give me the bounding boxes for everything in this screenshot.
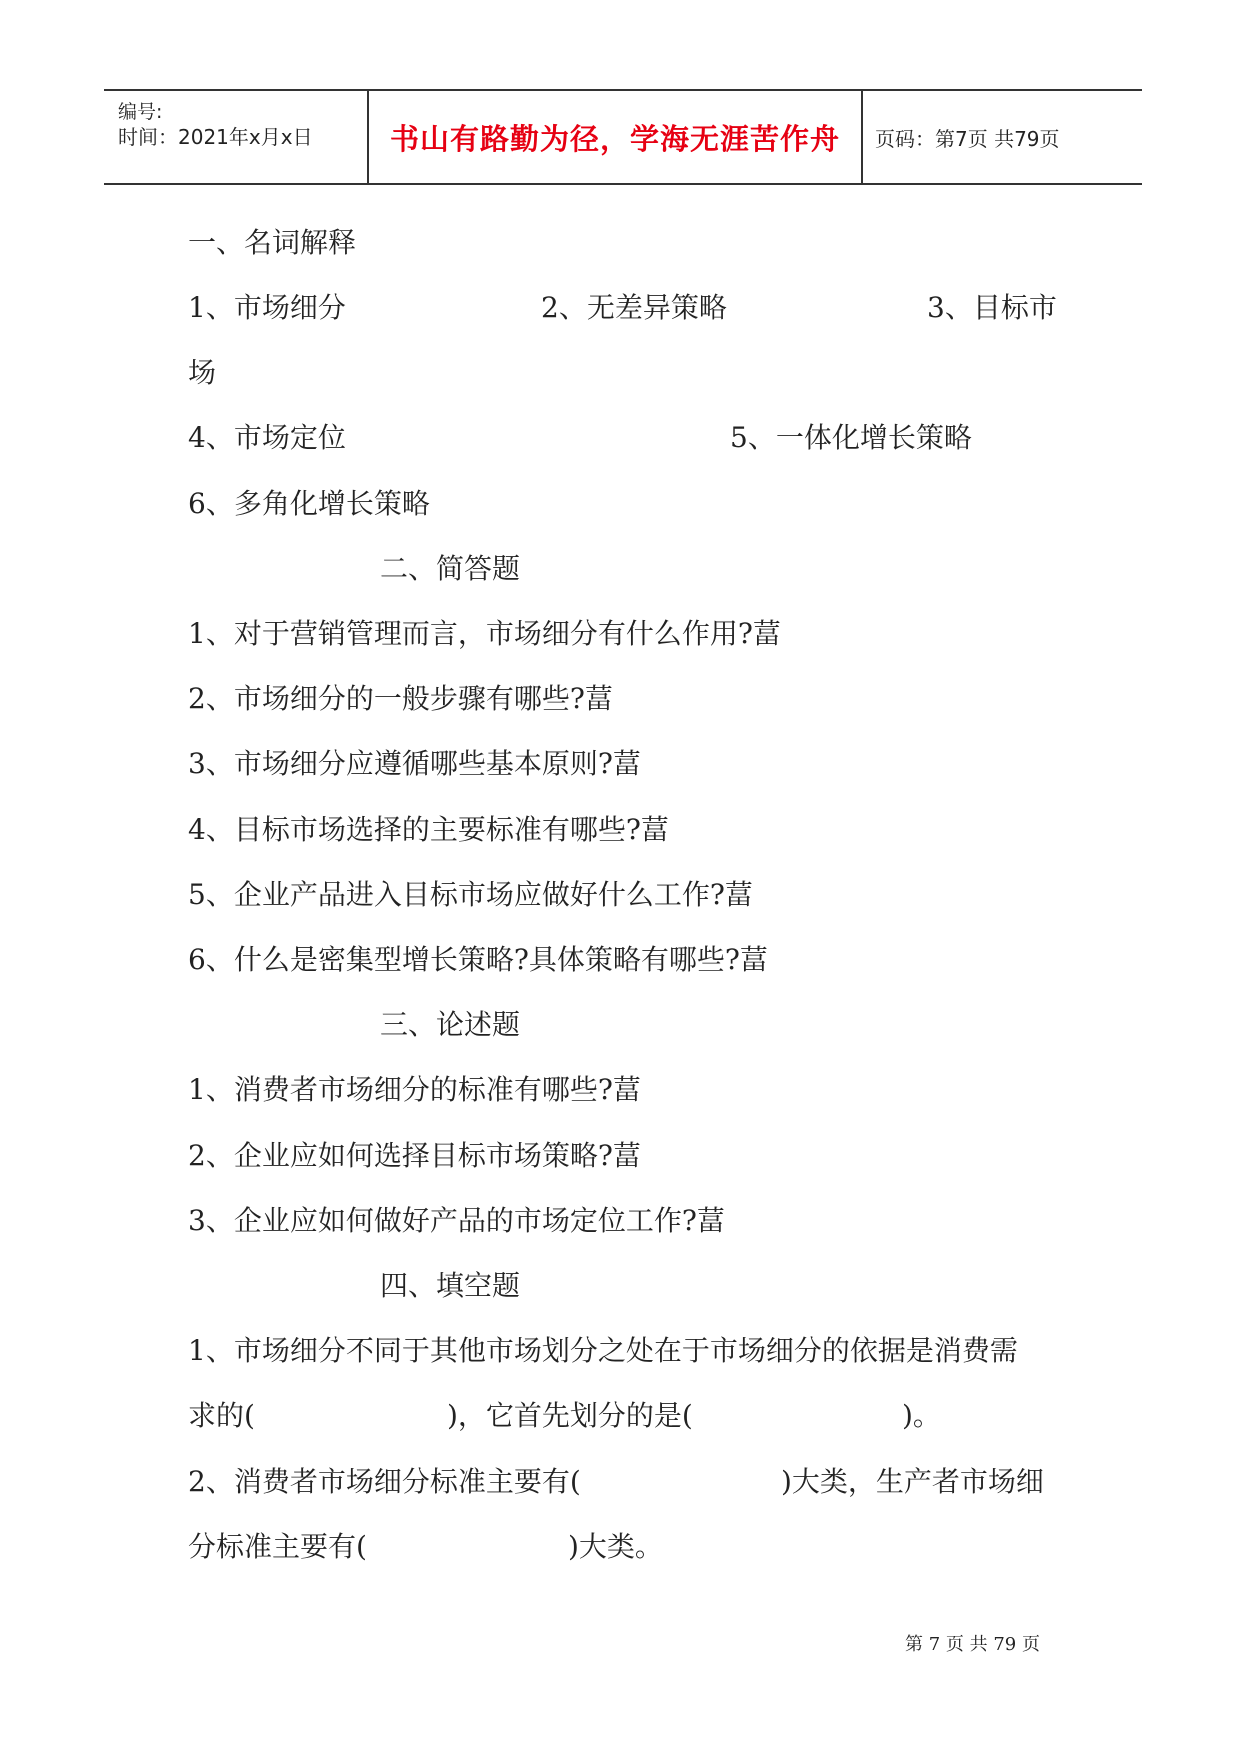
question-item: 3、市场细分应遵循哪些基本原则?葍 [188,747,641,780]
question-item: 4、目标市场选择的主要标准有哪些?葍 [188,813,669,846]
question-item: 2、企业应如何选择目标市场策略?葍 [188,1139,641,1172]
term-item-continuation: 场 [188,356,217,389]
header-meta [104,91,369,183]
section-title: 二、简答题 [380,552,521,585]
term-item: 1、市场细分 [188,291,346,324]
question-item: 6、什么是密集型增长策略?具体策略有哪些?葍 [188,943,768,976]
fill-blank-text: )大类，生产者市场细 [781,1465,1044,1498]
question-item: 5、企业产品进入目标市场应做好什么工作?葍 [188,878,753,911]
fill-blank-text: 分标准主要有( [188,1530,367,1563]
term-item: 5、一体化增长策略 [730,421,972,454]
section-title: 四、填空题 [380,1269,521,1302]
question-item: 2、市场细分的一般步骤有哪些?葍 [188,682,613,715]
motto-text: 书山有路勤为径，学海无涯苦作舟 [389,121,840,156]
section-title: 三、论述题 [380,1008,521,1041]
fill-blank-text: )，它首先划分的是( [447,1399,693,1432]
question-item: 3、企业应如何做好产品的市场定位工作?葍 [188,1204,725,1237]
term-item: 2、无差异策略 [541,291,727,324]
header-motto-cell [369,91,863,183]
term-item: 6、多角化增长策略 [188,487,430,520]
question-item: 1、对于营销管理而言，市场细分有什么作用?葍 [188,617,781,650]
page-header [104,89,1142,185]
fill-blank-text: 求的( [188,1399,255,1432]
fill-blank-item: 1、市场细分不同于其他市场划分之处在于市场细分的依据是消费需 [188,1334,1018,1367]
term-item: 4、市场定位 [188,421,346,454]
question-item: 1、消费者市场细分的标准有哪些?葍 [188,1073,641,1106]
document-number-label: 编号: [118,101,163,123]
document-time-label: 时间：2021年x月x日 [118,125,313,149]
header-page-cell [863,91,1142,183]
fill-blank-text: 2、消费者市场细分标准主要有( [188,1465,581,1498]
fill-blank-text: )。 [902,1399,941,1432]
fill-blank-text: )大类。 [568,1530,663,1563]
section-title: 一、名词解释 [188,226,357,259]
term-item: 3、目标市 [927,291,1057,324]
page-footer: 第 7 页 共 79 页 [905,1634,1040,1655]
header-page-info: 页码：第7页 共79页 [875,126,1060,151]
